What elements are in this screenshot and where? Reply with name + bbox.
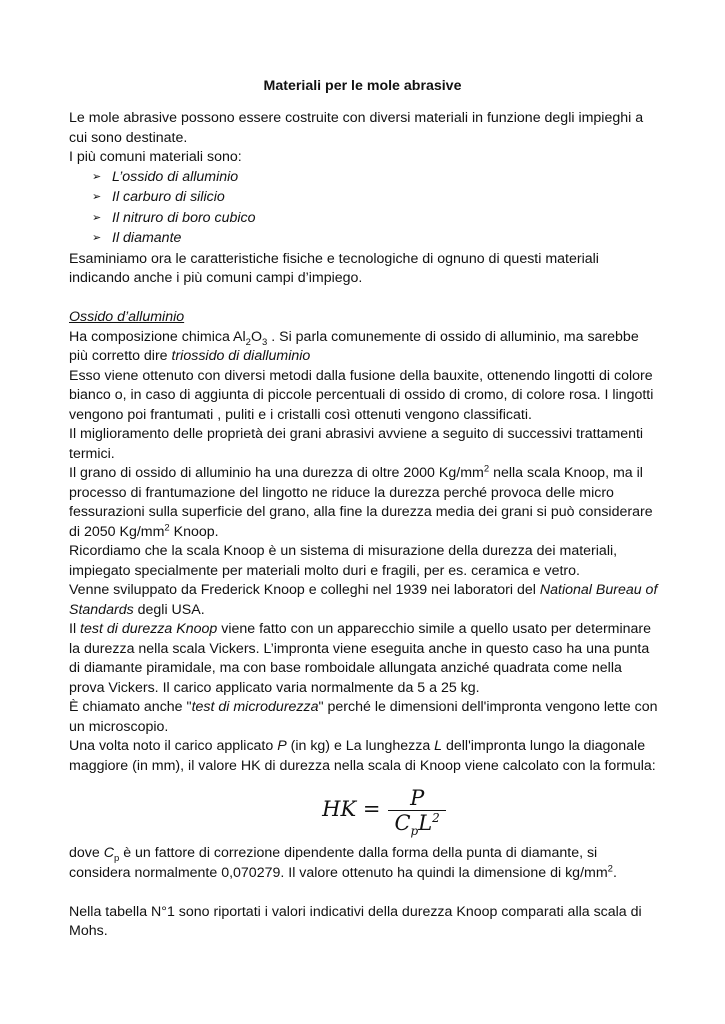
- section-heading: Ossido d’alluminio: [69, 309, 185, 325]
- table-note-paragraph: Nella tabella N°1 sono riportati i valori indicativi della durezza Knoop comparati alla scala di Mohs.: [69, 903, 642, 939]
- correction-factor-paragraph: dove $C_p$ è un fattore di correzione dipendente dalla forma della punta di diamante, si considera normalmente 0,070279. Il valore ottenuto ha quindi la dimensione di $kg/mm^2$.: [69, 845, 617, 881]
- page-title: Materiali per le mole abrasive: [263, 78, 462, 94]
- microhardness-paragraph: È chiamato anche "test di microdurezza" perché le dimensioni dell'impronta vengono lette con un microscopio.: [69, 699, 658, 735]
- composition-paragraph: Ha composizione chimica $Al_2O_3$ . Si parla comunemente di ossido di alluminio, ma sarebbe più corretto dire triossido di dialluminio: [69, 328, 639, 364]
- arrow-bullet-icon: ➢: [92, 232, 102, 244]
- arrow-bullet-icon: ➢: [92, 211, 102, 224]
- list-item: ➢ Il diamante: [92, 229, 659, 250]
- materials-list: [69, 168, 659, 250]
- formula-fraction: [388, 785, 445, 838]
- arrow-bullet-icon: ➢: [92, 191, 102, 203]
- formula-numerator: P: [410, 785, 425, 810]
- examine-paragraph: Esaminiamo ora le caratteristiche fisiche e tecnologiche di ognuno di questi materiali indicando anche i più comuni campi d’impiego.: [69, 250, 599, 286]
- production-paragraph: Esso viene ottenuto con diversi metodi dalla fusione della bauxite, ottenendo lingotti di colore bianco o, in caso di aggiunta di piccole percentuali di ossido di cromo, di colore rosa. I lingotti vengono poi frantumati , puliti e i cristalli così ottenuti vengono classificati.: [69, 367, 654, 423]
- list-item: ➢ Il nitruro di boro cubico: [92, 209, 659, 230]
- load-paragraph: Una volta noto il carico applicato P (in kg) e La lunghezza L dell'impronta lungo la diagonale maggiore (in mm), il valore HK di durezza nella scala di Knoop viene calcolato con la formula:: [69, 738, 656, 774]
- list-item: ➢ Il carburo di silicio: [92, 188, 659, 209]
- development-paragraph: Venne sviluppato da Frederick Knoop e colleghi nel 1939 nei laboratori del National Bureau of Standards degli USA.: [69, 582, 658, 618]
- document-body: [69, 109, 659, 942]
- formula-denominator: $C_pL^2$: [388, 810, 445, 835]
- improvement-paragraph: Il miglioramento delle proprietà dei grani abrasivi avviene a seguito di successivi trattamenti termici.: [69, 426, 644, 462]
- hardness-paragraph: Il grano di ossido di alluminio ha una durezza di oltre 2000 $Kg/mm^2$ nella scala Knoop, ma il processo di frantumazione del lingotto ne riduce la durezza perché provoca delle micro fessurazioni sulla superficie del grano, alla fine la durezza media dei grani si può considerare di 2050 $Kg/mm^2$ Knoop.: [69, 463, 653, 540]
- hk-formula: [69, 776, 659, 844]
- arrow-bullet-icon: ➢: [92, 170, 102, 183]
- knoop-test-paragraph: Il test di durezza Knoop viene fatto con un apparecchio simile a quello usato per determinare la durezza nella scala Vickers. L’impronta viene eseguita anche in questo caso ha una punta di diamante piramidale, ma con base romboidale allungata anziché quadrata come nella prova Vickers. Il carico applicato varia normalmente da 5 a 25 kg.: [69, 621, 652, 696]
- formula-lhs: HK =: [322, 797, 381, 822]
- intro-list-lead: I più comuni materiali sono:: [69, 149, 242, 165]
- list-item: ➢ L’ossido di alluminio: [92, 168, 659, 189]
- intro-paragraph: Le mole abrasive possono essere costruite con diversi materiali in funzione degli impieghi a cui sono destinate.: [69, 110, 644, 146]
- knoop-recall-paragraph: Ricordiamo che la scala Knoop è un sistema di misurazione della durezza dei materiali, impiegato specialmente per materiali molto duri e fragili, per es. ceramica e vetro.: [69, 543, 618, 579]
